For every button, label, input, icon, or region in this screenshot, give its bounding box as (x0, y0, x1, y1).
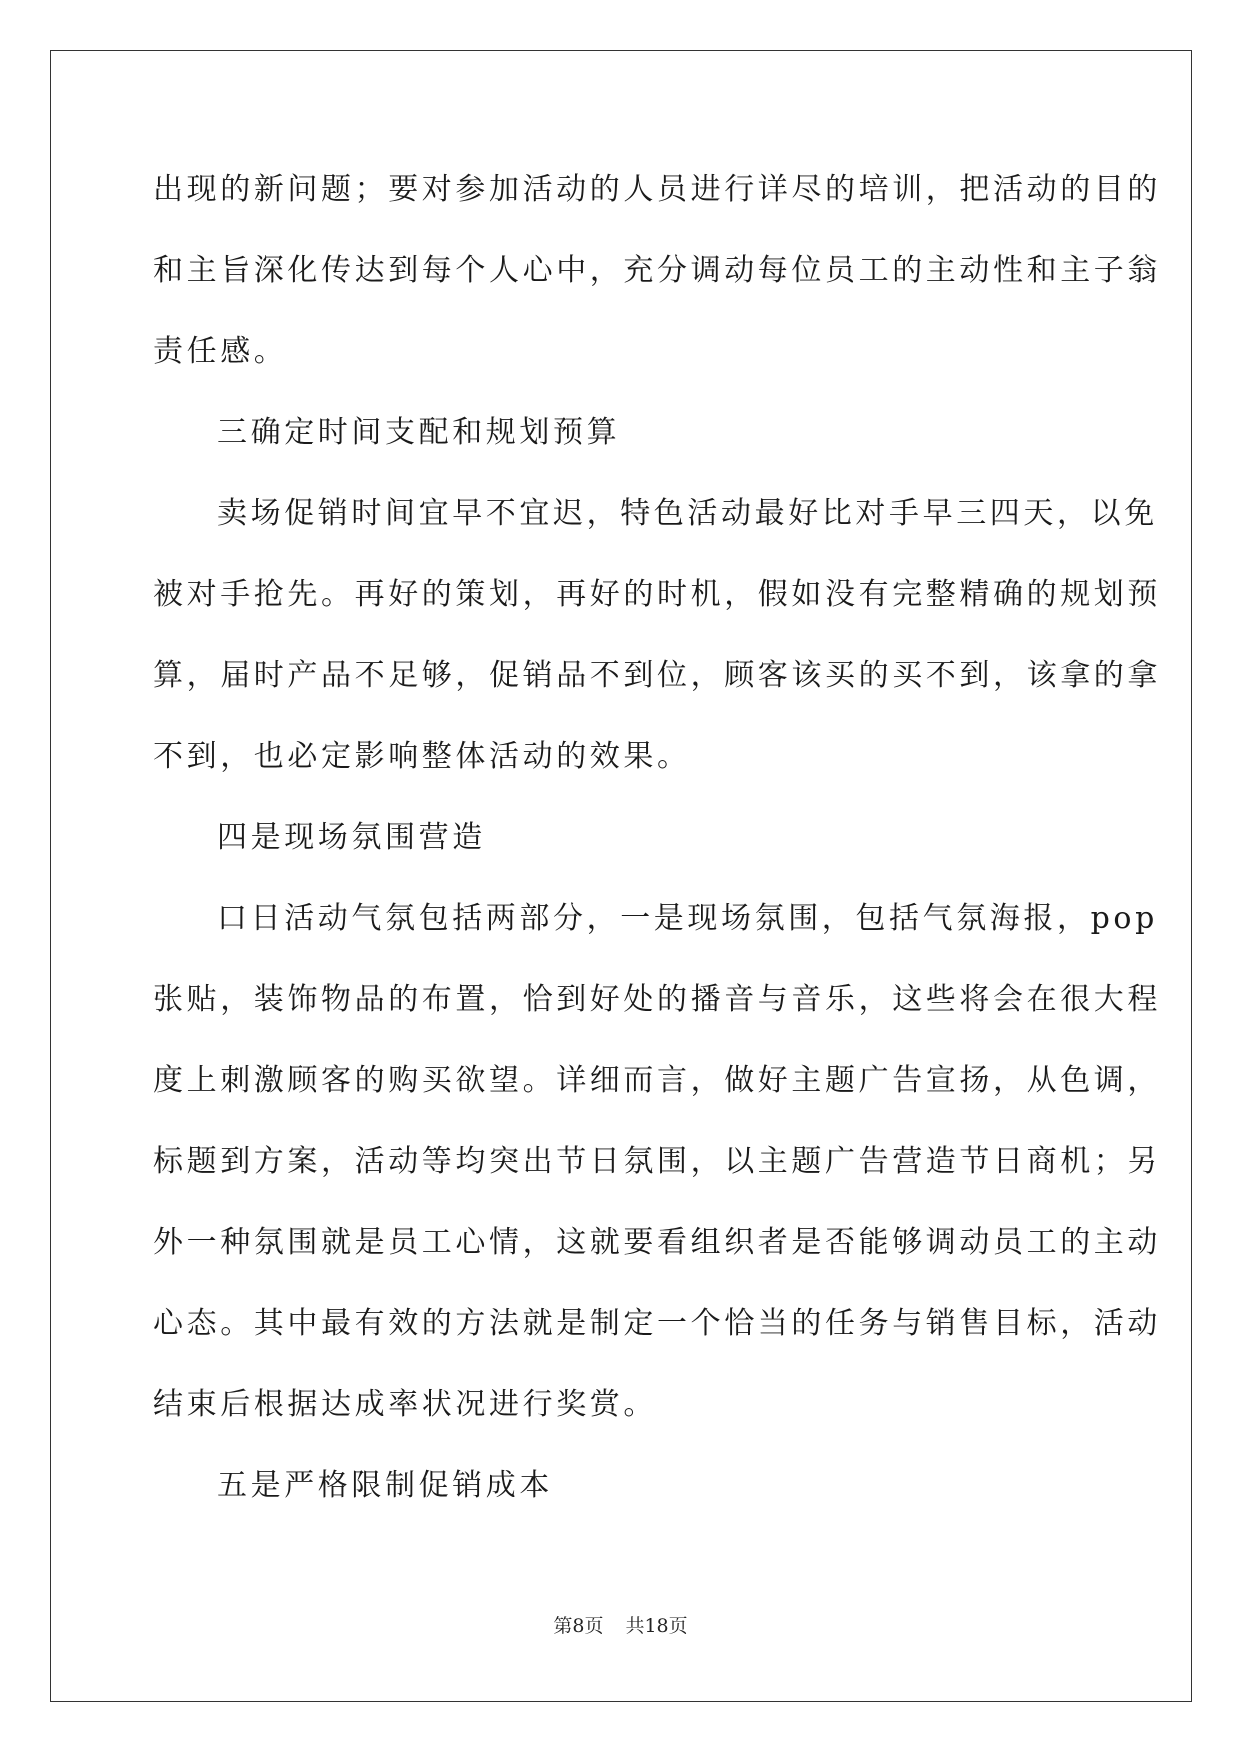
section-heading: 四是现场氛围营造 (217, 820, 486, 855)
body-line: 心态。其中最有效的方法就是制定一个恰当的任务与销售目标，活动 (153, 1306, 1161, 1341)
page-total: 共18页 (625, 1615, 688, 1637)
body-line: 标题到方案，活动等均突出节日氛围，以主题广告营造节日商机；另 (153, 1144, 1161, 1179)
body-line: 张贴，装饰物品的布置，恰到好处的播音与音乐，这些将会在很大程 (153, 982, 1161, 1017)
section-heading: 五是严格限制促销成本 (217, 1468, 553, 1503)
body-line: 度上刺激顾客的购买欲望。详细而言，做好主题广告宣扬，从色调， (153, 1063, 1161, 1098)
body-line: 结束后根据达成率状况进行奖赏。 (153, 1387, 657, 1422)
page-number: 第8页 (553, 1615, 604, 1637)
body-line: 外一种氛围就是员工心情，这就要看组织者是否能够调动员工的主动 (153, 1225, 1161, 1260)
section-heading: 三确定时间支配和规划预算 (217, 415, 621, 450)
body-line: 被对手抢先。再好的策划，再好的时机，假如没有完整精确的规划预 (153, 577, 1161, 612)
body-line: 不到，也必定影响整体活动的效果。 (153, 739, 691, 774)
page-footer (0, 1614, 1241, 1638)
body-line: 出现的新问题；要对参加活动的人员进行详尽的培训，把活动的目的 (153, 172, 1161, 207)
body-line: 口日活动气氛包括两部分，一是现场氛围，包括气氛海报，pop (217, 901, 1158, 936)
body-line: 和主旨深化传达到每个人心中，充分调动每位员工的主动性和主子翁 (153, 253, 1161, 288)
body-line: 算，届时产品不足够，促销品不到位，顾客该买的买不到，该拿的拿 (153, 658, 1161, 693)
body-line: 卖场促销时间宜早不宜迟，特色活动最好比对手早三四天，以免 (217, 496, 1158, 531)
body-line: 责任感。 (153, 334, 288, 369)
page-border (50, 50, 1192, 1702)
